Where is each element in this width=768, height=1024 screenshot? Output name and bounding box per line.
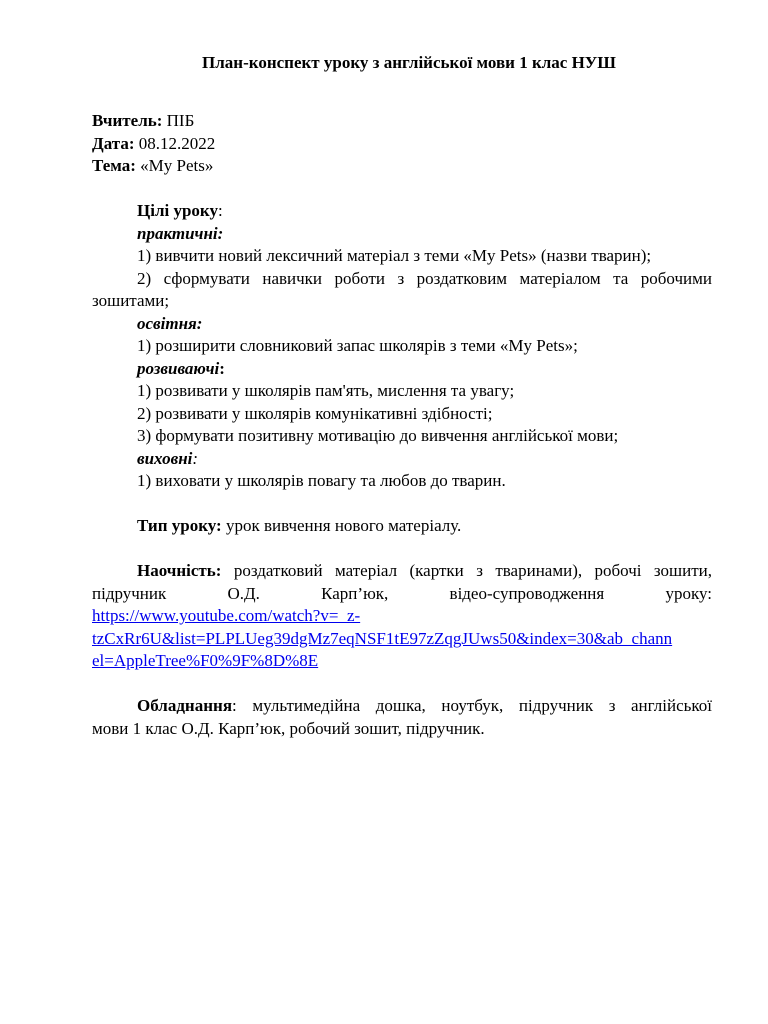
lesson-type-label: Тип уроку: — [137, 516, 222, 535]
practical-label: практичні: — [137, 223, 224, 243]
developing-goal-1: 1) розвивати у школярів пам'ять, мислення та увагу; — [137, 381, 515, 400]
teacher-value: ПІБ — [162, 111, 195, 130]
upbringing-goal-1: 1) виховати у школярів повагу та любов до тварин. — [137, 471, 506, 490]
spacer — [92, 493, 712, 516]
upbringing-label: виховні — [137, 448, 193, 468]
date-line — [92, 133, 712, 156]
practical-label-line — [92, 223, 712, 246]
lesson-type-line — [92, 515, 712, 538]
date-value: 08.12.2022 — [134, 133, 216, 153]
equipment-line-2: мови 1 клас О.Д. Карп’юк, робочий зошит, підручник. — [92, 718, 485, 738]
developing-label-line — [92, 358, 712, 381]
educational-label-line — [92, 313, 712, 336]
document-title: План-конспект уроку з англійської мови 1 клас НУШ — [202, 53, 616, 72]
developing-colon: : — [219, 358, 225, 378]
developing-goal-3: 3) формувати позитивну мотивацію до вивчення англійської мови; — [137, 426, 619, 445]
visuals-text-1: роздатковий матеріал (картки з тваринами), робочі зошити, — [221, 561, 712, 580]
document-body — [92, 110, 712, 740]
date-label: Дата: — [92, 133, 135, 153]
teacher-label: Вчитель: — [92, 111, 163, 130]
visuals-line-1 — [92, 560, 712, 583]
practical-goal-1: 1) вивчити новий лексичний матеріал з теми «My Pets» (назви тварин); — [137, 246, 652, 265]
visuals-line-2: підручник О.Д. Карп’юк, відео-супроводження уроку: — [92, 583, 712, 603]
practical-goal-2b: зошитами; — [92, 291, 170, 310]
goals-heading-colon: : — [217, 201, 223, 220]
video-link-part-1[interactable]: https://www.youtube.com/watch?v=_z- — [92, 606, 361, 625]
topic-label: Тема: — [92, 156, 136, 175]
spacer — [92, 538, 712, 561]
topic-value: «My Pets» — [135, 156, 214, 175]
topic-line — [92, 155, 712, 178]
equipment-line-1 — [92, 695, 712, 718]
developing-goal-2: 2) розвивати у школярів комунікативні здібності; — [137, 403, 493, 423]
equipment-label: Обладнання — [137, 696, 233, 715]
lesson-type-value: урок вивчення нового матеріалу. — [221, 516, 462, 535]
upbringing-colon: : — [192, 448, 199, 468]
educational-label: освітня: — [137, 313, 203, 333]
goals-heading: Цілі уроку — [137, 201, 218, 220]
spacer — [92, 178, 712, 201]
educational-goal-1: 1) розширити словниковий запас школярів з теми «My Pets»; — [137, 336, 578, 355]
video-link-line-1 — [92, 605, 712, 628]
video-link-part-3[interactable]: el=AppleTree%F0%9F%8D%8E — [92, 651, 319, 670]
developing-label: розвиваючі — [137, 358, 220, 378]
equipment-text-1: : мультимедійна дошка, ноутбук, підручник з англійської — [232, 696, 712, 715]
spacer — [92, 673, 712, 696]
practical-goal-2a: 2) сформувати навички роботи з роздатковим матеріалом та робочими — [137, 268, 712, 288]
video-link-line-2 — [92, 628, 712, 651]
teacher-line — [92, 110, 712, 133]
video-link-line-3 — [92, 650, 712, 673]
visuals-label: Наочність: — [137, 561, 222, 580]
goals-heading-line — [92, 200, 712, 223]
upbringing-label-line — [92, 448, 712, 471]
video-link-part-2[interactable]: tzCxRr6U&list=PLPLUeg39dgMz7eqNSF1tE97zZqgJUws50&index=30&ab_chann — [92, 628, 673, 648]
